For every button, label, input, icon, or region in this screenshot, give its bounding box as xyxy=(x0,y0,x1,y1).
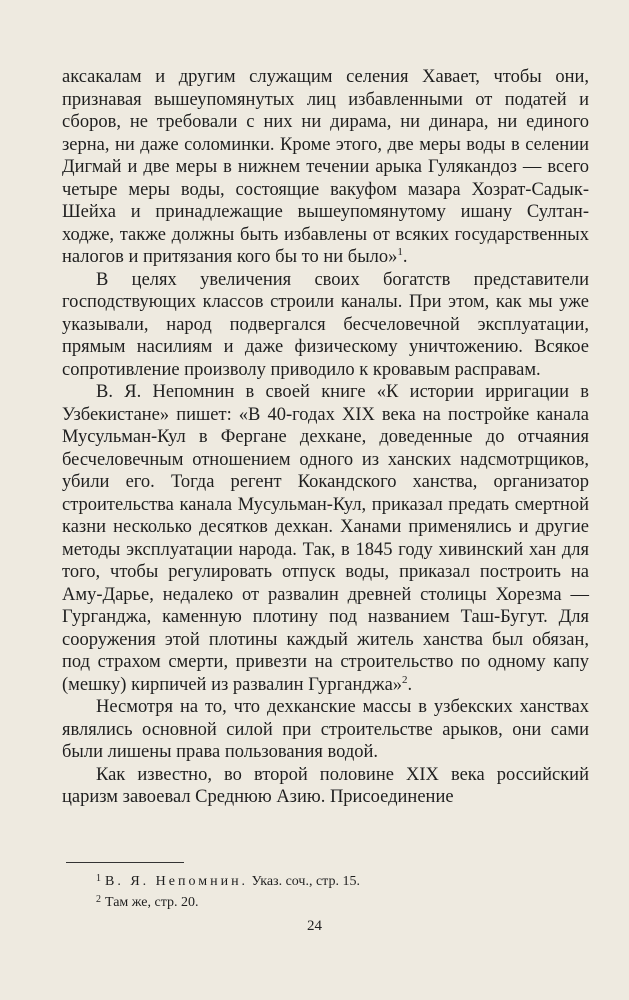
footnotes xyxy=(96,870,556,912)
paragraph-2: В целях увеличения своих богатств представители господствующих классов строили каналы. При этом, как мы уже указывали, народ подвергался бесчеловечной эксплуатации, прямым насилиям и даже физическому уничтожению. Всякое сопротивление произволу приводило к кровавым расправам. xyxy=(62,269,589,380)
page-number: 24 xyxy=(307,918,322,934)
footnote-2: $^2$ Там же, стр. 20. xyxy=(96,894,199,910)
footnote-ref-1: 1 xyxy=(397,246,403,258)
footnote-divider xyxy=(66,862,184,863)
footnote-1: $^1$ В. Я. Непомнин. Указ. соч., стр. 15. xyxy=(96,873,360,889)
paragraph-1: аксакалам и другим служащим селения Хавает, чтобы они, признавая вышеупомянутых лиц избавленными от податей и сборов, не требовали с них ни дирама, ни динара, ни единого зерна, ни даже соломинки. Кроме этого, две меры воды в селении Дигмай и две меры в нижнем течении арыка Гулякандоз — всего четыре меры воды, состоящие вакуфом мазара Хозрат-Садык-Шейха и принадлежащие вышеупомянутому ишану Султан-ходже, также должны быть избавлены от всяких государственных налогов и притязания кого бы то ни было»$^1$. xyxy=(62,67,589,267)
paragraph-3: В. Я. Непомнин в своей книге «К истории ирригации в Узбекистане» пишет: «В 40-годах XIX века на постройке канала Мусульман-Кул в Фергане дехкане, доведенные до отчаяния бесчеловечным отношением одного из ханских надсмотрщиков, убили его. Тогда регент Кокандского ханства, организатор строительства канала Мусульман-Кул, приказал предать смертной казни несколько десятков дехкан. Ханами применялись и другие методы эксплуатации народа. Так, в 1845 году хивинский хан для того, чтобы регулировать отпуск воды, приказал построить на Аму-Дарье, недалеко от развалин древней столицы Хорезма — Гурганджа, каменную плотину под названием Таш-Бугут. Для сооружения этой плотины каждый житель ханства был обязан, под страхом смерти, привезти на строительство по одному капу (мешку) кирпичей из развалин Гурганджа»$^2$. xyxy=(62,382,589,695)
paragraph-4: Несмотря на то, что дехканские массы в узбекских ханствах являлись основной силой при строительстве арыков, они сами были лишены права пользования водой. xyxy=(62,697,589,762)
footnote-author: В. Я. Непомнин. xyxy=(105,874,249,889)
footnote-ref-2: 2 xyxy=(402,673,408,686)
body-text xyxy=(62,66,589,809)
paragraph-5: Как известно, во второй половине XIX века российский царизм завоевал Среднюю Азию. Присоединение xyxy=(62,764,589,807)
